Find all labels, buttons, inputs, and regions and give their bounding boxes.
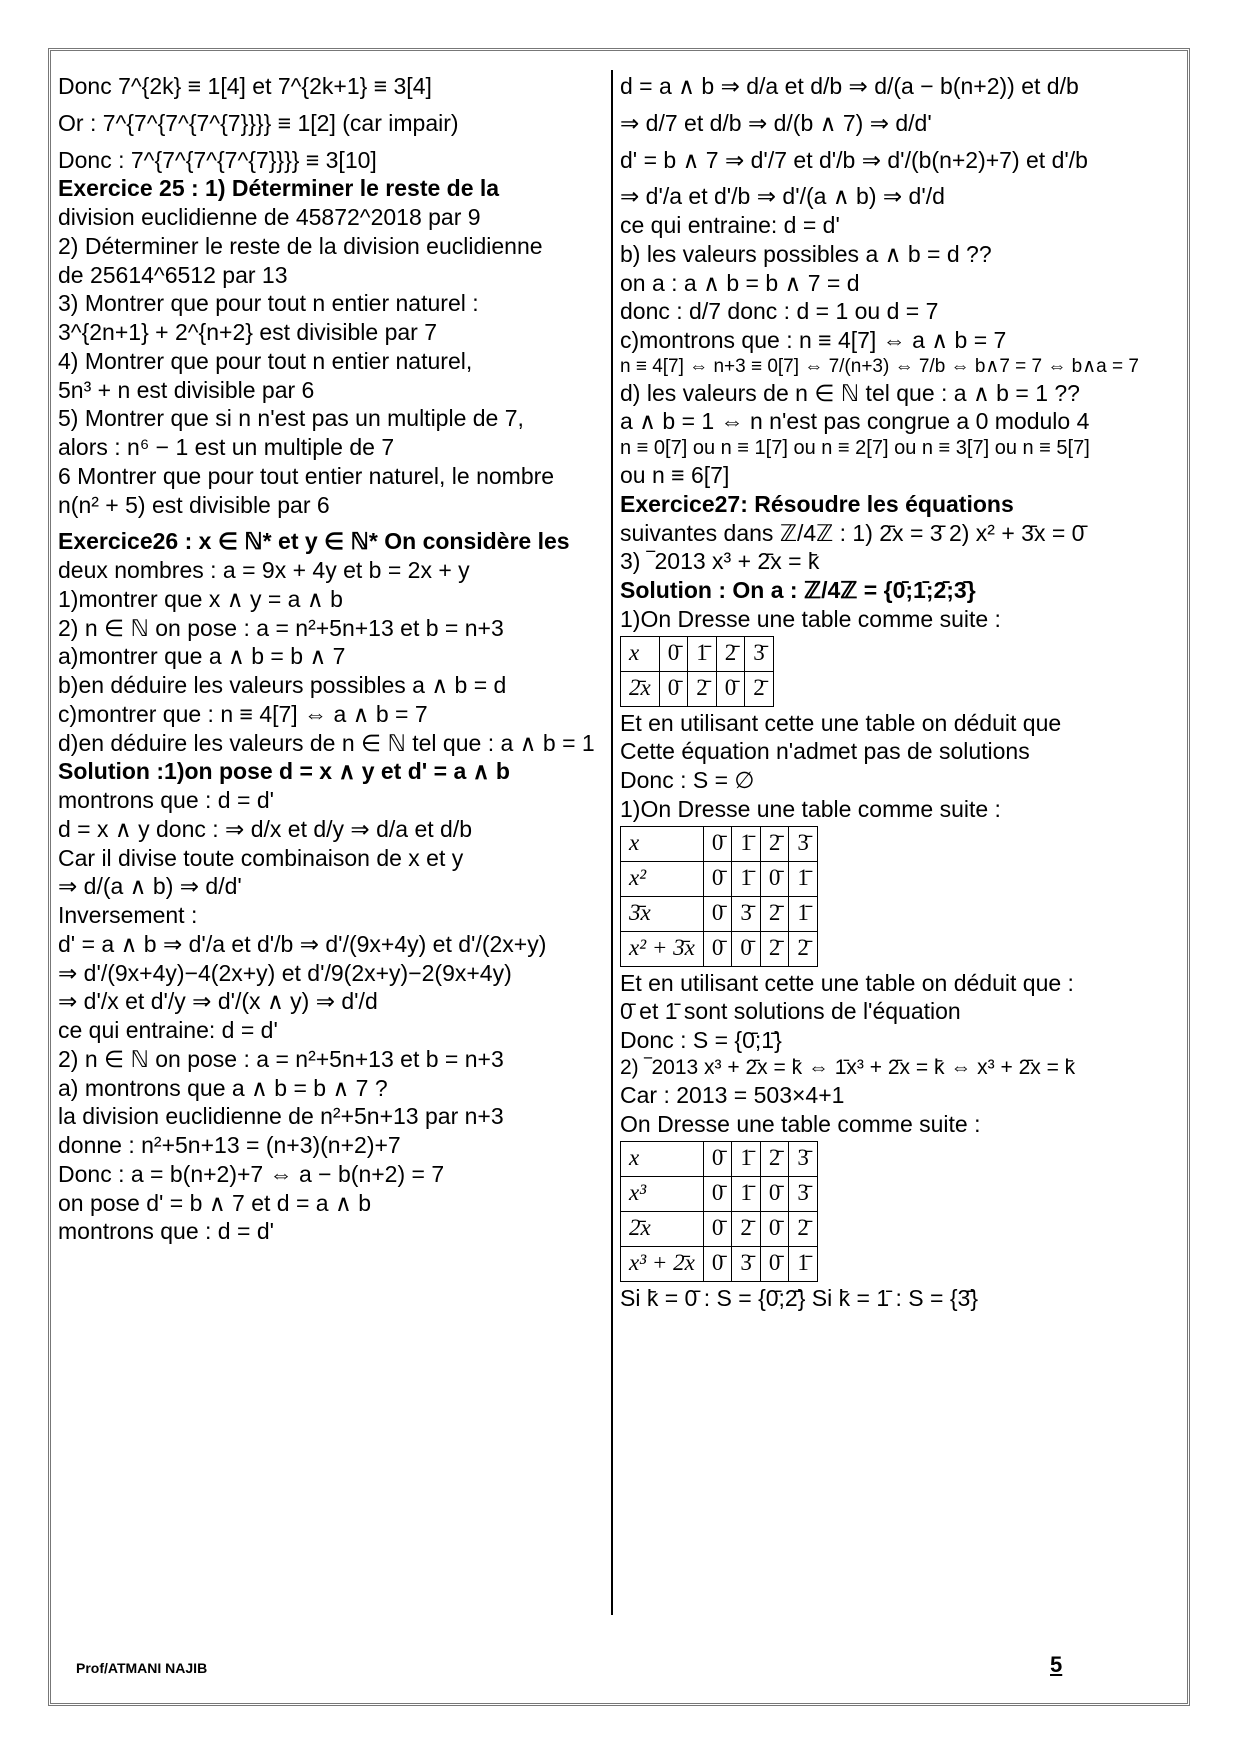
line: ⇒ d'/x et d'/y ⇒ d'/(x ∧ y) ⇒ d'/d	[58, 988, 378, 1015]
page-number: 5	[1050, 1652, 1063, 1677]
line: d' = b ∧ 7 ⇒ d'/7 et d'/b ⇒ d'/(b(n+2)+7) et d'/b	[620, 146, 1088, 173]
line: 5n³ + n est divisible par 6	[58, 376, 315, 403]
line: donc : d/7 donc : d = 1 ou d = 7	[620, 298, 939, 325]
left-column	[58, 72, 603, 1246]
line: suivantes dans ℤ/4ℤ : 1) 2̄x = 3̄ 2) x² + 3̄x = 0̄	[620, 519, 1085, 546]
table-row: x 0̄ 1̄ 2̄ 3̄	[621, 636, 774, 671]
table-x3-2x	[620, 1141, 818, 1282]
solution-27-heading: Solution : On a : ℤ/4ℤ = {0̄;1̄;2̄;3̄}	[620, 577, 976, 603]
line: b) les valeurs possibles a ∧ b = d ??	[620, 240, 992, 267]
line: Donc : a = b(n+2)+7 ⇔ a − b(n+2) = 7	[58, 1160, 445, 1187]
line: 3^{2n+1} + 2^{n+2} est divisible par 7	[58, 319, 438, 345]
line: la division euclidienne de n²+5n+13 par n+3	[58, 1103, 504, 1130]
author-name: Prof/ATMANI NAJIB	[76, 1660, 208, 1676]
exercise-25-heading: Exercice 25 : 1) Déterminer le reste de la	[58, 175, 500, 202]
line: 0̄ et 1̄ sont solutions de l'équation	[620, 998, 961, 1025]
line: ce qui entraine: d = d'	[620, 212, 840, 238]
line: n ≡ 0[7] ou n ≡ 1[7] ou n ≡ 2[7] ou n ≡ 3[7] ou n ≡ 5[7]	[620, 437, 1090, 459]
line: c)montrer que : n ≡ 4[7] ⇔ a ∧ b = 7	[58, 700, 428, 727]
line: 4) Montrer que pour tout n entier naturel,	[58, 347, 473, 374]
table-row: x² + 3̄x 0̄ 0̄ 2̄ 2̄	[621, 931, 818, 966]
line: 2) Déterminer le reste de la division euclidienne	[58, 232, 543, 259]
line: Donc : 7^{7^{7^{7^{7}}}} ≡ 3[10]	[58, 146, 377, 173]
line: 2) n ∈ ℕ on pose : a = n²+5n+13 et b = n+3	[58, 1045, 504, 1072]
line: Donc 7^{2k} ≡ 1[4] et 7^{2k+1} ≡ 3[4]	[58, 73, 432, 99]
line: 2) ‾2013 x³ + 2̄x = k̄ ⇔ 1̄x³ + 2̄x = k̄ ⇔ x³ + 2̄x = k̄	[620, 1055, 1076, 1079]
exercise-27-heading: Exercice27: Résoudre les équations	[620, 490, 1014, 517]
line: montrons que : d = d'	[58, 787, 274, 813]
line: a ∧ b = 1 ⇔ n n'est pas congrue a 0 modulo 4	[620, 408, 1090, 435]
line: b)en déduire les valeurs possibles a ∧ b = d	[58, 672, 507, 698]
line: 3) ‾2013 x³ + 2̄x = k̄	[620, 548, 820, 575]
line: ⇒ d/7 et d/b ⇒ d/(b ∧ 7) ⇒ d/d'	[620, 109, 932, 136]
line: 1)On Dresse une table comme suite :	[620, 605, 1001, 632]
line: 5) Montrer que si n n'est pas un multiple de 7,	[58, 405, 524, 432]
line: de 25614^6512 par 13	[58, 261, 288, 288]
line: on pose d' = b ∧ 7 et d = a ∧ b	[58, 1189, 371, 1216]
line: Si k̄ = 0̄ : S = {0̄;2̄} Si k̄ = 1̄ : S = {3̄}	[620, 1284, 979, 1311]
line: d) les valeurs de n ∈ ℕ tel que : a ∧ b = 1 ??	[620, 379, 1080, 406]
line: Cette équation n'admet pas de solutions	[620, 738, 1030, 765]
exercise-26-heading: Exercice26 : x ∈ ℕ* et y ∈ ℕ* On considère les	[58, 528, 570, 555]
line: 6 Montrer que pour tout entier naturel, le nombre	[58, 462, 555, 489]
column-divider	[611, 70, 613, 1615]
line: Donc : S = ∅	[620, 767, 755, 793]
line: 3) Montrer que pour tout n entier naturel :	[58, 290, 479, 317]
line: n ≡ 4[7] ⇔ n+3 ≡ 0[7] ⇔ 7/(n+3) ⇔ 7/b ⇔ b∧7 = 7 ⇔ b∧a = 7	[620, 355, 1139, 377]
line: Car : 2013 = 503×4+1	[620, 1082, 845, 1108]
line: ⇒ d'/a et d'/b ⇒ d'/(a ∧ b) ⇒ d'/d	[620, 183, 945, 210]
line: n(n² + 5) est divisible par 6	[58, 491, 330, 518]
table-row: 3̄x 0̄ 3̄ 2̄ 1̄	[621, 896, 818, 931]
line: ou n ≡ 6[7]	[620, 462, 730, 488]
right-column	[620, 72, 1160, 1312]
table-row: 2̄x 0̄ 2̄ 0̄ 2̄	[621, 671, 774, 706]
table-2x	[620, 636, 774, 707]
table-x2-3x	[620, 826, 818, 967]
line: a)montrer que a ∧ b = b ∧ 7	[58, 643, 346, 670]
line: Inversement :	[58, 902, 198, 928]
line: ⇒ d/(a ∧ b) ⇒ d/d'	[58, 873, 242, 900]
line: donne : n²+5n+13 = (n+3)(n+2)+7	[58, 1132, 401, 1158]
line: 1)On Dresse une table comme suite :	[620, 795, 1001, 822]
line: d)en déduire les valeurs de n ∈ ℕ tel que : a ∧ b = 1	[58, 729, 595, 756]
line: 2) n ∈ ℕ on pose : a = n²+5n+13 et b = n+3	[58, 614, 504, 641]
line: Car il divise toute combinaison de x et y	[58, 844, 464, 871]
line: Donc : S = {0̄;1̄}	[620, 1027, 782, 1053]
line: Et en utilisant cette une table on déduit que :	[620, 969, 1074, 996]
line: division euclidienne de 45872^2018 par 9	[58, 204, 481, 230]
line: c)montrons que : n ≡ 4[7] ⇔ a ∧ b = 7	[620, 327, 1007, 353]
line: d = a ∧ b ⇒ d/a et d/b ⇒ d/(a − b(n+2)) et d/b	[620, 73, 1079, 99]
table-row: x³ + 2̄x 0̄ 3̄ 0̄ 1̄	[621, 1246, 818, 1281]
line: On Dresse une table comme suite :	[620, 1110, 981, 1137]
table-row: x² 0̄ 1̄ 0̄ 1̄	[621, 861, 818, 896]
line: alors : n⁶ − 1 est un multiple de 7	[58, 434, 395, 460]
solution-heading: Solution :1)on pose d = x ∧ y et d' = a ∧ b	[58, 758, 510, 785]
table-row: x 0̄ 1̄ 2̄ 3̄	[621, 1141, 818, 1176]
table-row: x³ 0̄ 1̄ 0̄ 3̄	[621, 1176, 818, 1211]
line: d' = a ∧ b ⇒ d'/a et d'/b ⇒ d'/(9x+4y) et d'/(2x+y)	[58, 930, 547, 957]
line: Or : 7^{7^{7^{7^{7}}}} ≡ 1[2] (car impair)	[58, 109, 459, 136]
line: ce qui entraine: d = d'	[58, 1017, 278, 1043]
line: on a : a ∧ b = b ∧ 7 = d	[620, 269, 860, 296]
line: deux nombres : a = 9x + 4y et b = 2x + y	[58, 557, 470, 583]
line: a) montrons que a ∧ b = b ∧ 7 ?	[58, 1074, 388, 1101]
line: 1)montrer que x ∧ y = a ∧ b	[58, 585, 343, 612]
table-row: x 0̄ 1̄ 2̄ 3̄	[621, 826, 818, 861]
line: ⇒ d'/(9x+4y)−4(2x+y) et d'/9(2x+y)−2(9x+4y)	[58, 959, 512, 986]
line: d = x ∧ y donc : ⇒ d/x et d/y ⇒ d/a et d/b	[58, 815, 472, 842]
line: montrons que : d = d'	[58, 1218, 274, 1245]
line: Et en utilisant cette une table on déduit que	[620, 709, 1062, 736]
table-row: 2̄x 0̄ 2̄ 0̄ 2̄	[621, 1211, 818, 1246]
